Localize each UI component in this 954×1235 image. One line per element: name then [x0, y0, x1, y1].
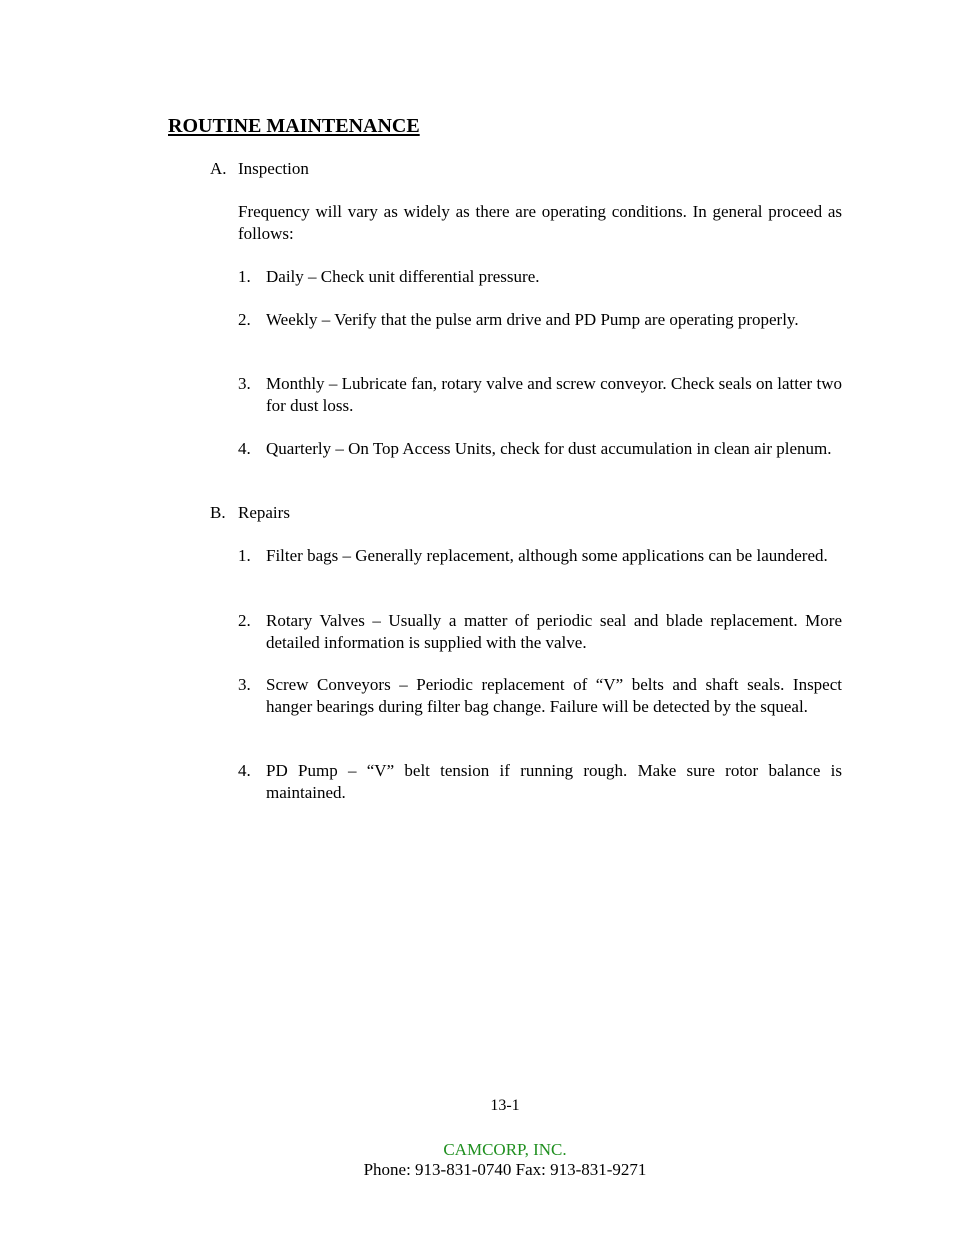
list-item-text: Monthly – Lubricate fan, rotary valve and screw conveyor. Check seals on latter two for dust loss.: [266, 374, 842, 415]
page-heading: ROUTINE MAINTENANCE: [168, 115, 420, 137]
list-item-number: 2.: [238, 310, 251, 329]
footer-company: CAMCORP, INC.: [443, 1140, 567, 1159]
list-item: [238, 760, 842, 803]
footer-phone: Phone: 913-831-0740 Fax: 913-831-9271: [363, 1160, 647, 1179]
section-a-marker: A.: [210, 159, 227, 178]
list-item-number: 4.: [238, 439, 251, 458]
list-item: [238, 610, 842, 653]
list-item: [238, 309, 842, 331]
list-item: [238, 373, 842, 416]
section-b-marker: B.: [210, 503, 226, 522]
list-item-number: 1.: [238, 267, 251, 286]
section-a-intro: Frequency will vary as widely as there are operating conditions. In general proceed as follows:: [238, 202, 842, 243]
list-item: [238, 266, 842, 288]
list-item-number: 3.: [238, 374, 251, 393]
list-item-text: Screw Conveyors – Periodic replacement of “V” belts and shaft seals. Inspect hanger bearings during filter bag change. Failure will be detected by the squeal.: [266, 675, 842, 716]
list-item: [238, 674, 842, 717]
section-b-title: Repairs: [238, 503, 290, 522]
section-b-header: [210, 502, 850, 524]
list-item-text: Daily – Check unit differential pressure.: [266, 267, 540, 286]
section-a-title: Inspection: [238, 159, 309, 178]
list-item-text: Quarterly – On Top Access Units, check for dust accumulation in clean air plenum.: [266, 439, 832, 458]
list-item-text: Rotary Valves – Usually a matter of periodic seal and blade replacement. More detailed information is supplied with the valve.: [266, 611, 842, 652]
list-item-text: PD Pump – “V” belt tension if running rough. Make sure rotor balance is maintained.: [266, 761, 842, 802]
list-item: [238, 545, 842, 567]
list-item-number: 4.: [238, 761, 251, 780]
page-number: 13-1: [490, 1097, 520, 1114]
list-item-number: 2.: [238, 611, 251, 630]
list-item-text: Weekly – Verify that the pulse arm drive and PD Pump are operating properly.: [266, 310, 799, 329]
list-item-number: 3.: [238, 675, 251, 694]
list-item-text: Filter bags – Generally replacement, although some applications can be laundered.: [266, 546, 828, 565]
list-item-number: 1.: [238, 546, 251, 565]
list-item: [238, 438, 842, 460]
section-a-header: [210, 158, 850, 180]
